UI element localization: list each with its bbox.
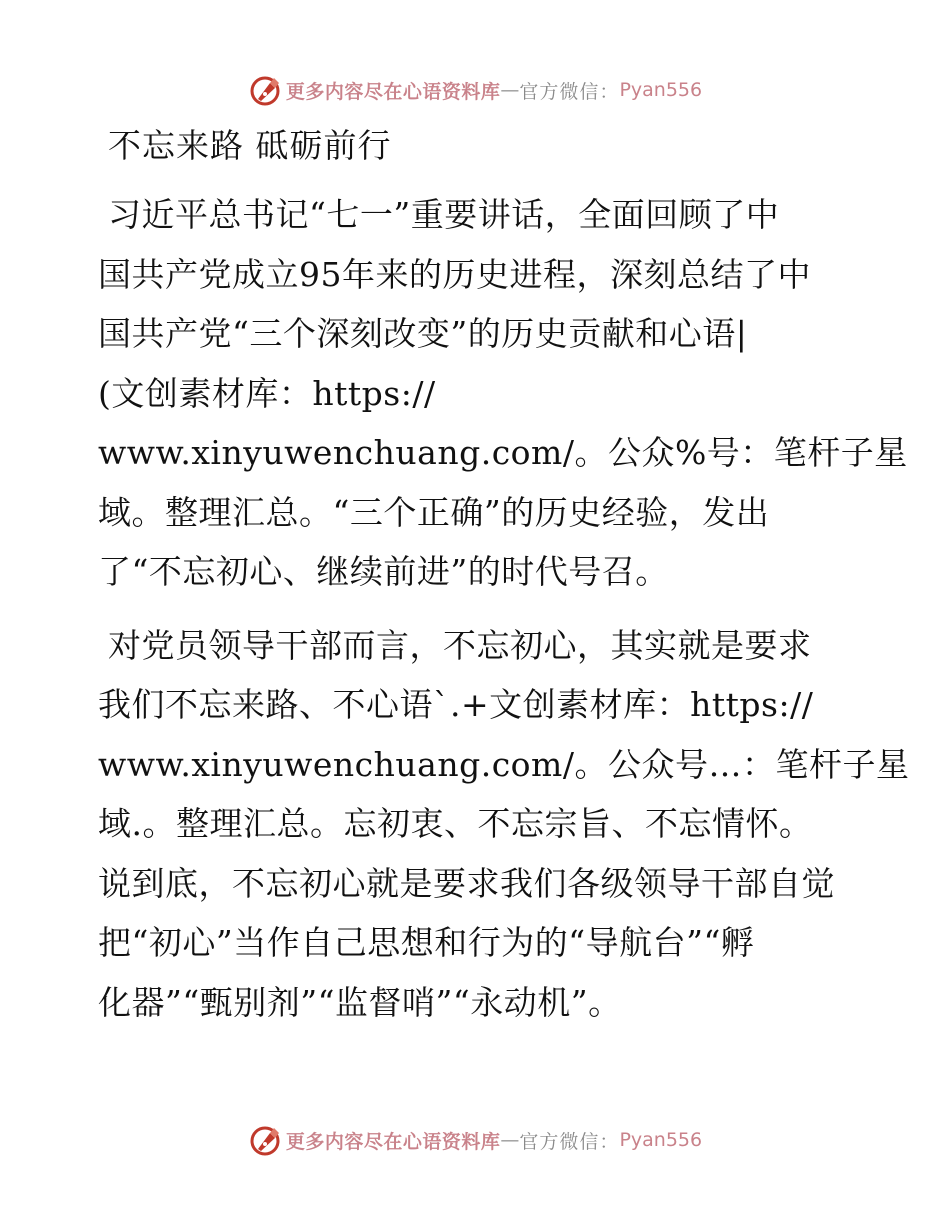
- paragraph-line: 域.。整理汇总。忘初衷、不忘宗旨、不忘情怀。: [98, 804, 813, 843]
- paragraph-line: 把“初心”当作自己思想和行为的“导航台”“孵: [98, 923, 755, 962]
- paragraph-container: [98, 185, 910, 1032]
- paragraph-line: 对党员领导干部而言，不忘初心，其实就是要求: [108, 625, 812, 665]
- document-title: 不忘来路 砥砺前行: [108, 126, 392, 165]
- paragraph-line: 说到底，不忘初心就是要求我们各级领导干部自觉: [98, 863, 835, 903]
- paragraph-line: (文创素材库：https://: [98, 373, 436, 413]
- banner-wechat-id: Pyan556: [619, 1129, 703, 1151]
- paragraph-line: www.xinyuwenchuang.com/。公众号…：笔杆子星: [98, 744, 910, 784]
- banner-wechat-id: Pyan556: [619, 79, 703, 101]
- banner-wechat-label: 官方微信：: [519, 1130, 620, 1153]
- paragraph: [98, 616, 910, 1033]
- paragraph-line: 国共产党成立95年来的历史进程，深刻总结了中: [98, 254, 811, 294]
- paragraph-line: 域。整理汇总。“三个正确”的历史经验，发出: [98, 492, 770, 532]
- header-banner: [0, 70, 950, 110]
- paragraph-line: 我们不忘来路、不心语`.+文创素材库：https://: [98, 685, 814, 724]
- footer-banner: [0, 1120, 950, 1160]
- paragraph-line: 了“不忘初心、继续前进”的时代号召。: [98, 552, 669, 591]
- banner-dash: —: [500, 1129, 520, 1151]
- banner-wechat-label: 官方微信：: [519, 80, 620, 103]
- paragraph-line: 化器”“甄别剂”“监督哨”“永动机”。: [98, 982, 622, 1022]
- pen-nib-logo-icon: [248, 73, 282, 107]
- banner-brand-text: 更多内容尽在心语资料库: [285, 80, 501, 103]
- paragraph: [98, 185, 908, 602]
- pen-nib-logo-icon: [248, 1123, 282, 1157]
- paragraph-line: www.xinyuwenchuang.com/。公众%号：笔杆子星: [98, 433, 908, 472]
- paragraph-line: 习近平总书记“七一”重要讲话，全面回顾了中: [108, 195, 780, 234]
- banner-brand-text: 更多内容尽在心语资料库: [285, 1130, 501, 1153]
- document-body: [98, 120, 910, 1046]
- banner-dash: —: [500, 79, 520, 101]
- paragraph-line: 国共产党“三个深刻改变”的历史贡献和心语|: [98, 314, 748, 353]
